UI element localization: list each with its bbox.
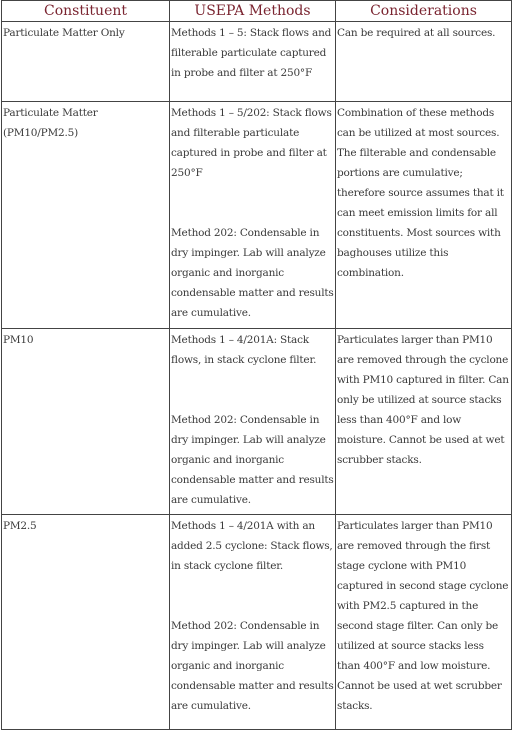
methods-table: [1, 0, 512, 730]
considerations-cell: Combination of these methods can be utilized at most sources. The filterable and condensable portions are cumulative; therefore source assumes that it can meet emission limits for all constituents. Most sources with baghouses utilize this combination.: [336, 101, 512, 328]
considerations-cell: Can be required at all sources.: [336, 22, 512, 102]
method-text: Method 202: Condensable in dry impinger. Lab will analyze organic and inorganic condensable matter and results are cumulative.: [171, 620, 334, 713]
table-row: [2, 22, 512, 102]
constituent-cell: Particulate Matter Only: [2, 22, 170, 102]
constituent-cell: PM2.5: [2, 515, 170, 730]
methods-cell: [170, 22, 336, 102]
header-row: [2, 1, 512, 22]
header-usepa-methods: USEPA Methods: [170, 1, 336, 22]
method-text: Methods 1 – 4/201A with an added 2.5 cyclone: Stack flows, in stack cyclone filter.: [171, 520, 333, 573]
constituent-cell: PM10: [2, 328, 170, 514]
method-text: Methods 1 – 5: Stack flows and filterable particulate captured in probe and filter at 250°F: [171, 27, 332, 79]
paragraph-gap: [171, 370, 334, 410]
methods-cell: [170, 328, 336, 514]
paragraph-gap: [171, 183, 334, 223]
method-text: Method 202: Condensable in dry impinger. Lab will analyze organic and inorganic condensable matter and results are cumulative.: [171, 413, 334, 506]
table-row: [2, 515, 512, 730]
table-row: [2, 101, 512, 328]
table-row: [2, 328, 512, 514]
method-text: Method 202: Condensable in dry impinger. Lab will analyze organic and inorganic condensable matter and results are cumulative.: [171, 226, 334, 319]
methods-cell: [170, 101, 336, 328]
paragraph-gap: [171, 576, 334, 616]
considerations-cell: Particulates larger than PM10 are removed through the first stage cyclone with PM10 captured in second stage cyclone with PM2.5 captured in the second stage filter. Can only be utilized at source stacks less than 400°F and low moisture. Cannot be used at wet scrubber stacks.: [336, 515, 512, 730]
methods-cell: [170, 515, 336, 730]
header-considerations: Considerations: [336, 1, 512, 22]
header-constituent: Constituent: [2, 1, 170, 22]
method-text: Methods 1 – 5/202: Stack flows and filterable particulate captured in probe and filter at 250°F: [171, 106, 332, 179]
constituent-cell: Particulate Matter (PM10/PM2.5): [2, 101, 170, 328]
method-text: Methods 1 – 4/201A: Stack flows, in stack cyclone filter.: [171, 333, 317, 366]
considerations-cell: Particulates larger than PM10 are removed through the cyclone with PM10 captured in filter. Can only be utilized at source stacks less than 400°F and low moisture. Cannot be used at wet scrubber stacks.: [336, 328, 512, 514]
